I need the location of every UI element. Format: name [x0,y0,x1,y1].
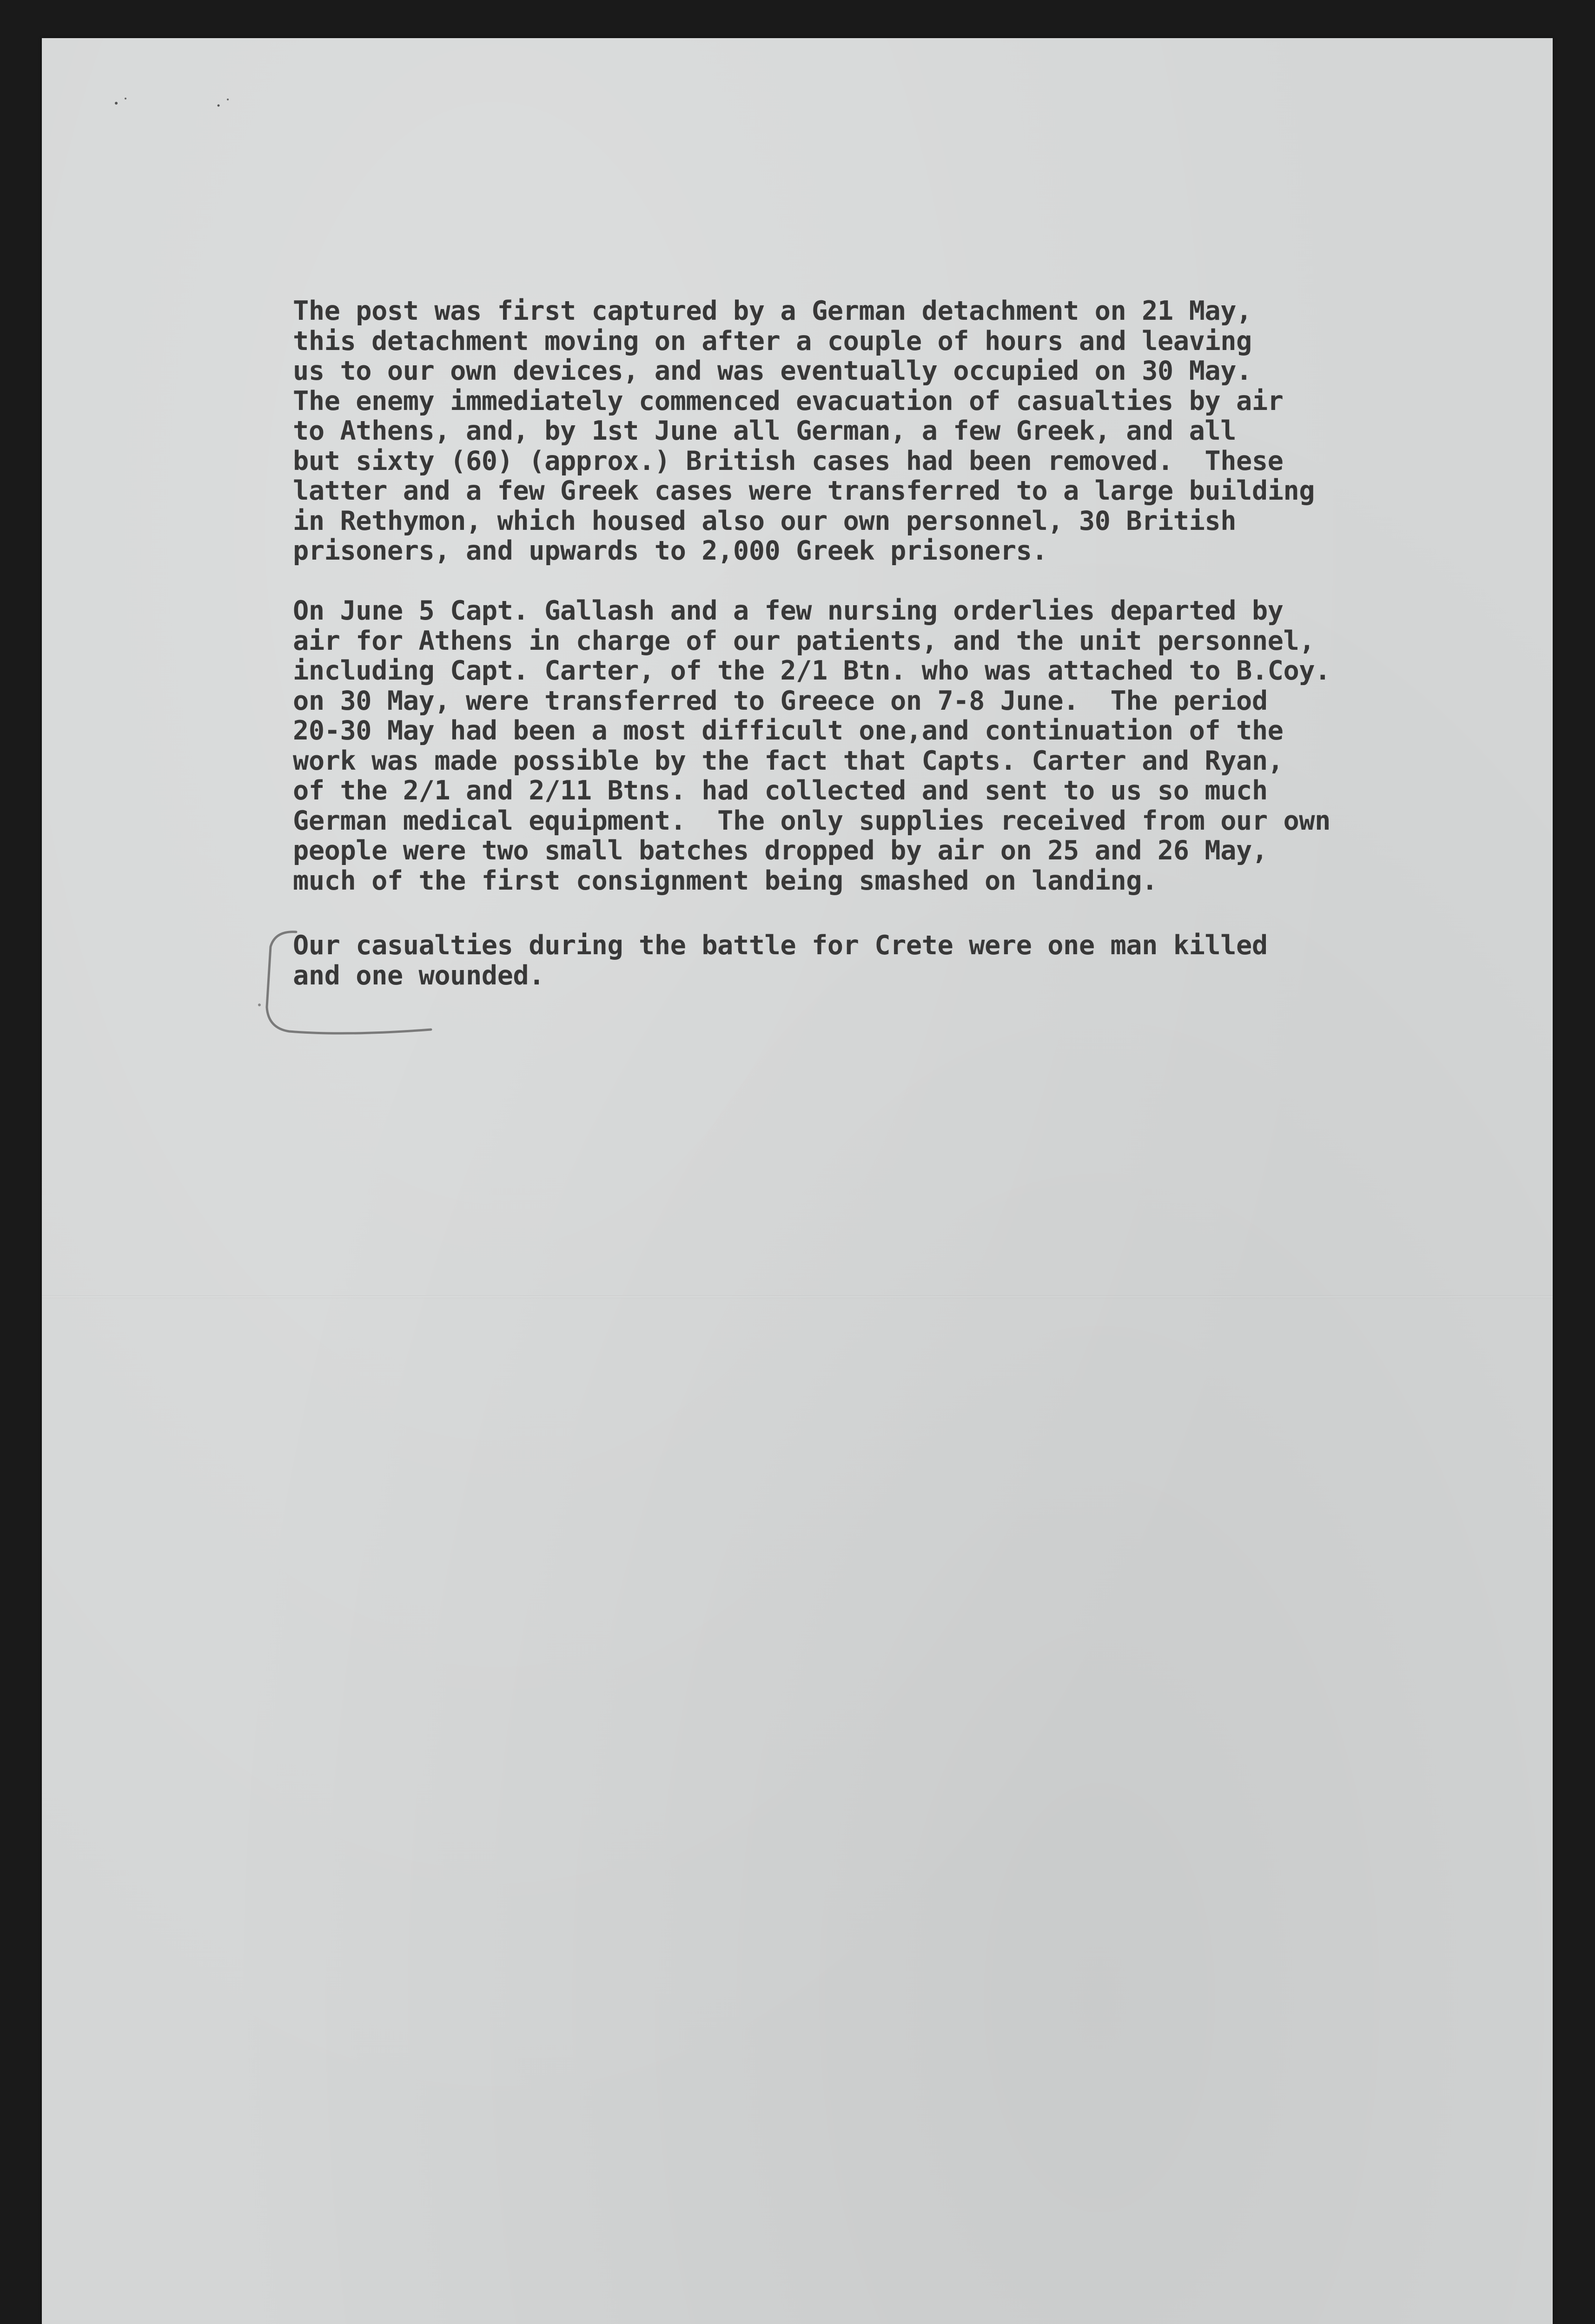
paper-fold-line [42,1295,1553,1298]
paragraph-evacuation-to-athens: On June 5 Capt. Gallash and a few nursing orderlies departed by air for Athens in charge of our patients, and the unit personnel, including Capt. Carter, of the 2/1 Btn. who was attached to B.Coy. on 30 May, were transferred to Greece on 7-8 June. The period 20-30 May had been a most difficult one,and continuation of the work was made possible by the fact that Capts. Carter and Ryan, of the 2/1 and 2/11 Btns. had collected and sent to us so much German medical equipment. The only supplies received from our own people were two small batches dropped by air on 25 and 26 May, much of the first consignment being smashed on landing. [293,595,1330,896]
paragraph-capture-of-post: The post was first captured by a German detachment on 21 May, this detachment moving on after a couple of hours and leaving us to our own devices, and was eventually occupied on 30 May. The enemy immediately commenced evacuation of casualties by air to Athens, and, by 1st June all German, a few Greek, and all but sixty (60) (approx.) British cases had been removed. These latter and a few Greek cases were transferred to a large building in Rethymon, which housed also our own personnel, 30 British prisoners, and upwards to 2,000 Greek prisoners. [293,296,1315,566]
ink-specks [112,89,298,126]
paragraph-casualties: Our casualties during the battle for Crete were one man killed and one wounded. [293,930,1268,991]
paper-sheet [42,38,1553,2324]
